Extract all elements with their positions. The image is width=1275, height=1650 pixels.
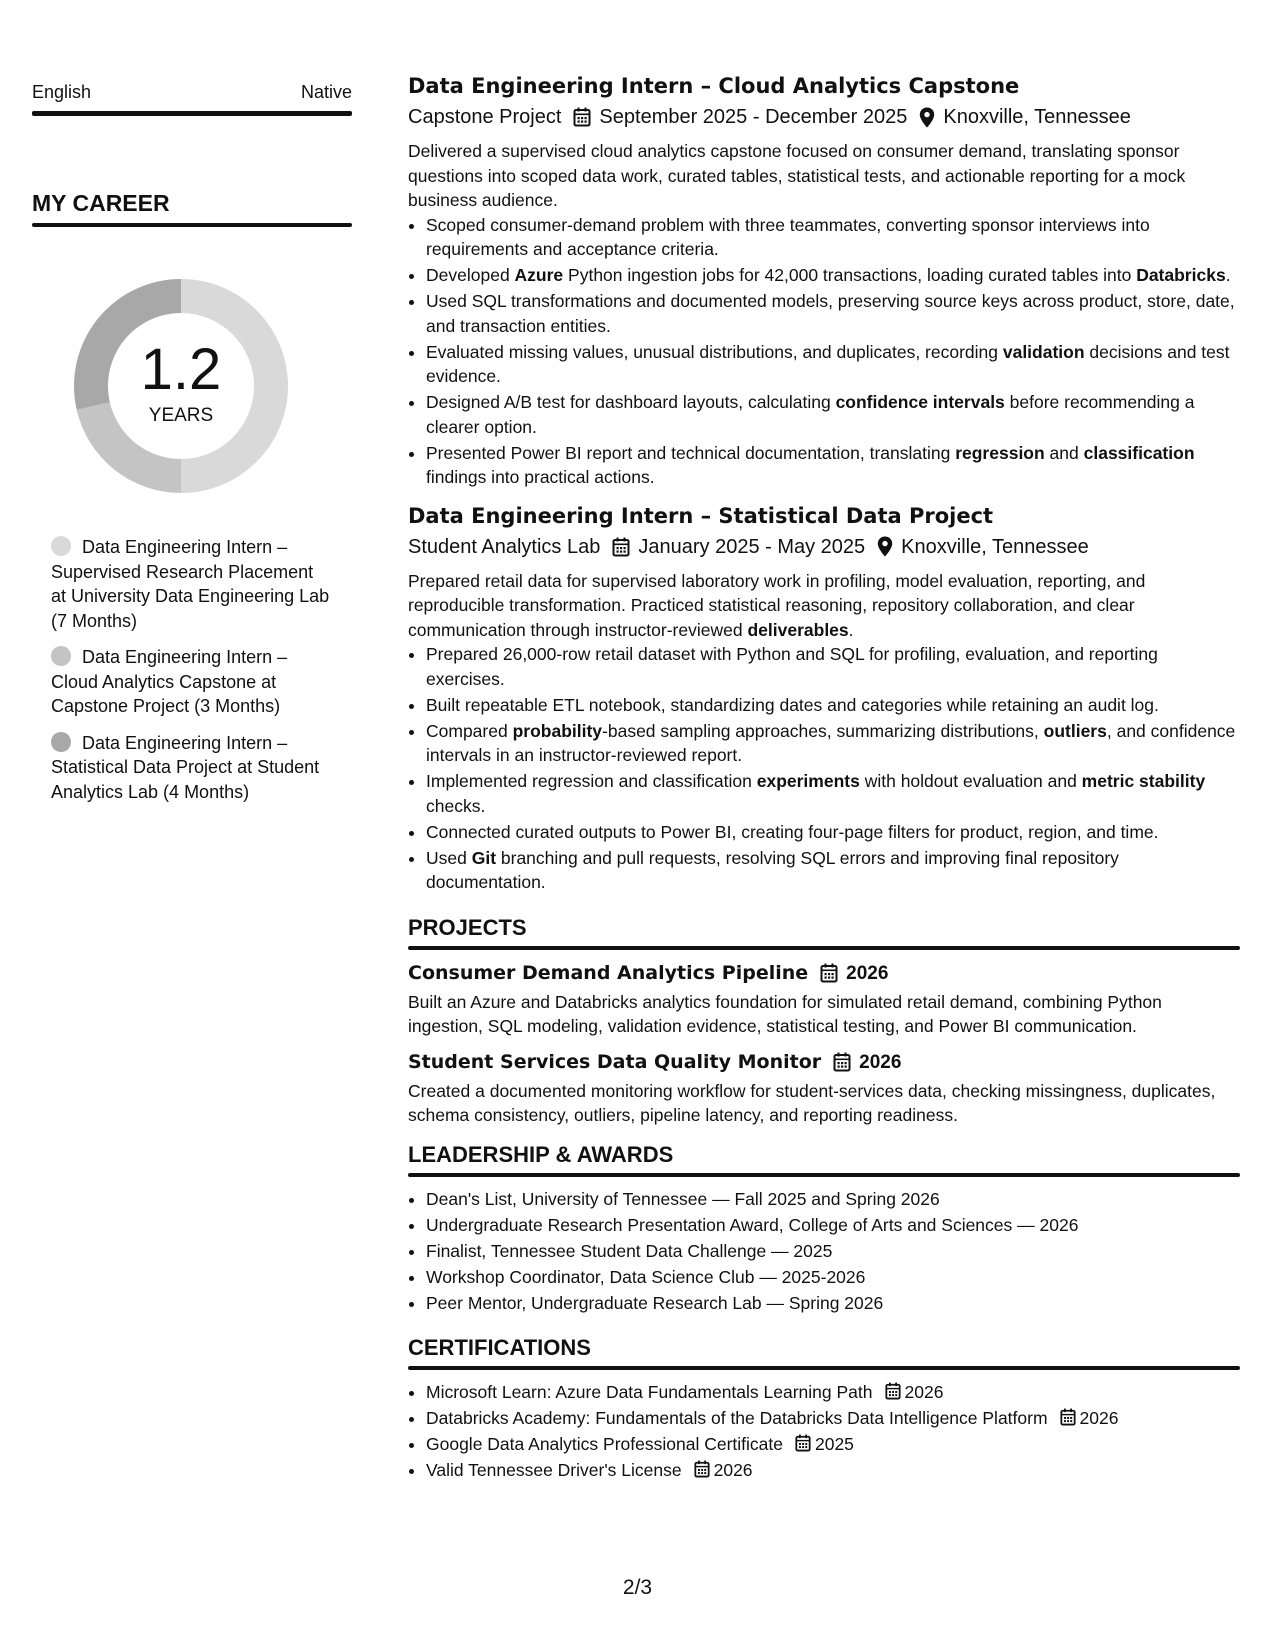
project-title: Consumer Demand Analytics Pipeline	[408, 961, 809, 984]
calendar-icon	[612, 537, 630, 557]
certifications-list	[408, 1380, 1240, 1483]
text-segment: .	[1225, 265, 1231, 285]
text-segment: Scoped consumer-demand problem with three teammates, converting sponsor interviews into requirements and acceptance criteria.	[426, 214, 1150, 259]
job-bullets	[408, 213, 1240, 490]
job-bullet	[426, 289, 1240, 338]
career-total	[66, 271, 296, 501]
emphasized-text: experiments	[756, 771, 860, 791]
text-segment: Designed A/B test for dashboard layouts, calculating	[426, 392, 836, 412]
award-item: • Workshop Coordinator, Data Science Club — 2025-2026	[426, 1265, 1240, 1290]
emphasized-text: deliverables	[747, 619, 849, 640]
certification-item	[426, 1380, 1240, 1405]
certification-name: Google Data Analytics Professional Certificate	[426, 1434, 783, 1454]
projects-heading-rule	[408, 946, 1240, 950]
legend-label: Data Engineering Intern – Cloud Analytics Capstone at Capstone Project (3 Months)	[51, 647, 288, 716]
certification-name: Valid Tennessee Driver's License	[426, 1460, 682, 1480]
text-segment: , and confidence intervals in an instructor-reviewed report.	[426, 720, 1236, 765]
main-content	[408, 72, 1240, 1484]
job-location: Knoxville, Tennessee	[943, 106, 1131, 128]
job-bullet	[426, 263, 1240, 288]
job-description	[408, 569, 1240, 643]
award-item: • Undergraduate Research Presentation Award, College of Arts and Sciences — 2026	[426, 1213, 1240, 1238]
job-entry	[408, 502, 1240, 895]
text-segment: branching and pull requests, resolving SQL errors and improving final repository documentation.	[426, 847, 1119, 892]
job-bullet	[426, 769, 1240, 818]
job-bullet	[426, 719, 1240, 768]
text-segment: Compared	[426, 720, 513, 741]
awards-heading: LEADERSHIP & AWARDS	[408, 1141, 674, 1167]
text-segment: with holdout evaluation and	[859, 771, 1082, 791]
job-meta	[408, 103, 1240, 131]
calendar-icon	[795, 1434, 811, 1452]
career-legend-item	[51, 645, 331, 719]
text-segment: Built repeatable ETL notebook, standardizing dates and categories while retaining an audit log.	[426, 694, 1159, 715]
career-legend-item	[51, 731, 331, 805]
calendar-icon	[885, 1382, 901, 1400]
text-segment: Developed	[426, 265, 515, 285]
career-total-value: 1.2	[140, 337, 222, 402]
job-bullet	[426, 340, 1240, 389]
language-level-bar	[32, 111, 352, 116]
calendar-icon	[833, 1052, 851, 1072]
project-header	[408, 960, 1240, 987]
calendar-icon	[573, 107, 591, 127]
text-segment: Evaluated missing values, unusual distributions, and duplicates, recording	[426, 341, 1003, 362]
job-bullet	[426, 820, 1240, 845]
project-description: Built an Azure and Databricks analytics foundation for simulated retail demand, combining Python ingestion, SQL modeling, validation evidence, statistical testing, and Power BI communication.	[408, 991, 1162, 1036]
job-org: Capstone Project	[408, 106, 562, 128]
awards-list	[408, 1187, 1240, 1316]
emphasized-text: outliers	[1043, 720, 1107, 741]
text-segment: Connected curated outputs to Power BI, creating four-page filters for product, region, and time.	[426, 821, 1159, 842]
emphasized-text: classification	[1083, 442, 1195, 463]
calendar-icon	[820, 963, 838, 983]
legend-dot-icon	[51, 646, 71, 666]
certification-item	[426, 1432, 1240, 1457]
text-segment: findings into practical actions.	[426, 467, 655, 487]
certification-item	[426, 1458, 1240, 1483]
text-segment: Used	[426, 847, 472, 868]
page-number: 2/3	[622, 1576, 653, 1599]
job-dates: September 2025 - December 2025	[599, 106, 908, 128]
award-item: • Dean's List, University of Tennessee — Fall 2025 and Spring 2026	[426, 1187, 1240, 1212]
certifications-heading: CERTIFICATIONS	[408, 1335, 591, 1360]
job-meta	[408, 533, 1240, 561]
text-segment: Python ingestion jobs for 42,000 transactions, loading curated tables into	[563, 265, 1137, 285]
project-entry	[408, 1049, 1240, 1128]
award-item: • Peer Mentor, Undergraduate Research Lab — Spring 2026	[426, 1291, 1240, 1316]
certification-year: 2025	[814, 1434, 854, 1454]
job-bullet	[426, 441, 1240, 490]
job-bullet	[426, 846, 1240, 895]
language-row	[32, 72, 352, 111]
awards-heading-rule	[408, 1173, 1240, 1177]
emphasized-text: regression	[955, 442, 1045, 463]
career-heading: MY CAREER	[32, 190, 170, 216]
text-segment: before recommending a clearer option.	[426, 392, 1195, 437]
job-description: Delivered a supervised cloud analytics capstone focused on consumer demand, translating sponsor questions into scoped data work, curated tables, statistical tests, and actionable reporting for a mock business audience.	[408, 141, 1186, 210]
project-header	[408, 1049, 1240, 1076]
text-segment: Used SQL transformations and documented models, preserving source keys across product, store, date, and transaction entities.	[426, 291, 1235, 336]
text-segment: -based sampling approaches, summarizing distributions,	[602, 720, 1044, 741]
legend-dot-icon	[51, 732, 71, 752]
job-bullet	[426, 390, 1240, 439]
career-donut-chart	[66, 271, 296, 501]
career-total-unit: YEARS	[148, 405, 214, 426]
projects-heading: PROJECTS	[408, 914, 527, 940]
emphasized-text: Azure	[514, 265, 564, 285]
emphasized-text: probability	[512, 720, 603, 741]
emphasized-text: validation	[1002, 341, 1085, 362]
career-legend	[51, 535, 331, 804]
certification-year: 2026	[1079, 1408, 1119, 1428]
job-org: Student Analytics Lab	[408, 535, 601, 558]
job-bullet	[426, 693, 1240, 718]
job-bullets	[408, 642, 1240, 895]
legend-label: Data Engineering Intern – Supervised Research Placement at University Data Engineering Lab (7 Months)	[51, 537, 330, 631]
certification-year: 2026	[713, 1460, 753, 1480]
emphasized-text: Databricks	[1136, 265, 1226, 285]
location-pin-icon	[877, 536, 893, 557]
emphasized-text: metric stability	[1081, 771, 1206, 791]
certification-name: Microsoft Learn: Azure Data Fundamentals Learning Path	[426, 1382, 873, 1402]
language-level: Native	[300, 82, 352, 102]
job-bullet	[426, 642, 1240, 691]
certification-item	[426, 1406, 1240, 1431]
location-pin-icon	[919, 107, 935, 128]
emphasized-text: confidence intervals	[835, 392, 1005, 412]
project-entry	[408, 960, 1240, 1039]
sidebar	[32, 72, 352, 816]
award-item: • Finalist, Tennessee Student Data Challenge — 2025	[426, 1239, 1240, 1264]
legend-label: Data Engineering Intern – Statistical Data Project at Student Analytics Lab (4 Months)	[51, 732, 320, 802]
job-location: Knoxville, Tennessee	[901, 535, 1089, 558]
job-title: Data Engineering Intern – Cloud Analytics Capstone	[408, 74, 1020, 98]
text-segment: Prepared retail data for supervised laboratory work in profiling, model evaluation, reporting, and reproducible transformation. Practiced statistical reasoning, repository collaboration, and clear communication through instructor-reviewed	[408, 570, 1146, 640]
project-title: Student Services Data Quality Monitor	[408, 1050, 822, 1073]
text-segment: and	[1044, 442, 1084, 463]
language-name: English	[32, 82, 92, 102]
text-segment: .	[848, 619, 854, 640]
job-bullet	[426, 213, 1240, 262]
job-dates: January 2025 - May 2025	[638, 535, 866, 558]
certification-name: Databricks Academy: Fundamentals of the Databricks Data Intelligence Platform	[426, 1408, 1048, 1428]
career-legend-item	[51, 535, 331, 633]
legend-dot-icon	[51, 536, 71, 556]
text-segment: Prepared 26,000-row retail dataset with Python and SQL for profiling, evaluation, and reporting exercises.	[426, 644, 1158, 689]
certifications-heading-rule	[408, 1366, 1240, 1370]
text-segment: Implemented regression and classification	[426, 771, 757, 791]
job-entry	[408, 72, 1240, 490]
job-title: Data Engineering Intern – Statistical Data Project	[408, 503, 994, 528]
certification-year: 2026	[904, 1382, 944, 1402]
text-segment: decisions and test evidence.	[426, 341, 1230, 386]
calendar-icon	[694, 1460, 710, 1478]
project-year: 2026	[859, 1051, 902, 1073]
calendar-icon	[1060, 1408, 1076, 1426]
emphasized-text: Git	[471, 847, 497, 868]
career-heading-rule	[32, 223, 352, 227]
text-segment: Presented Power BI report and technical documentation, translating	[426, 442, 956, 463]
text-segment: checks.	[426, 795, 486, 816]
project-description: Created a documented monitoring workflow for student-services data, checking missingness, duplicates, schema consistency, outliers, pipeline latency, and reporting readiness.	[408, 1080, 1216, 1125]
project-year: 2026	[846, 962, 889, 984]
